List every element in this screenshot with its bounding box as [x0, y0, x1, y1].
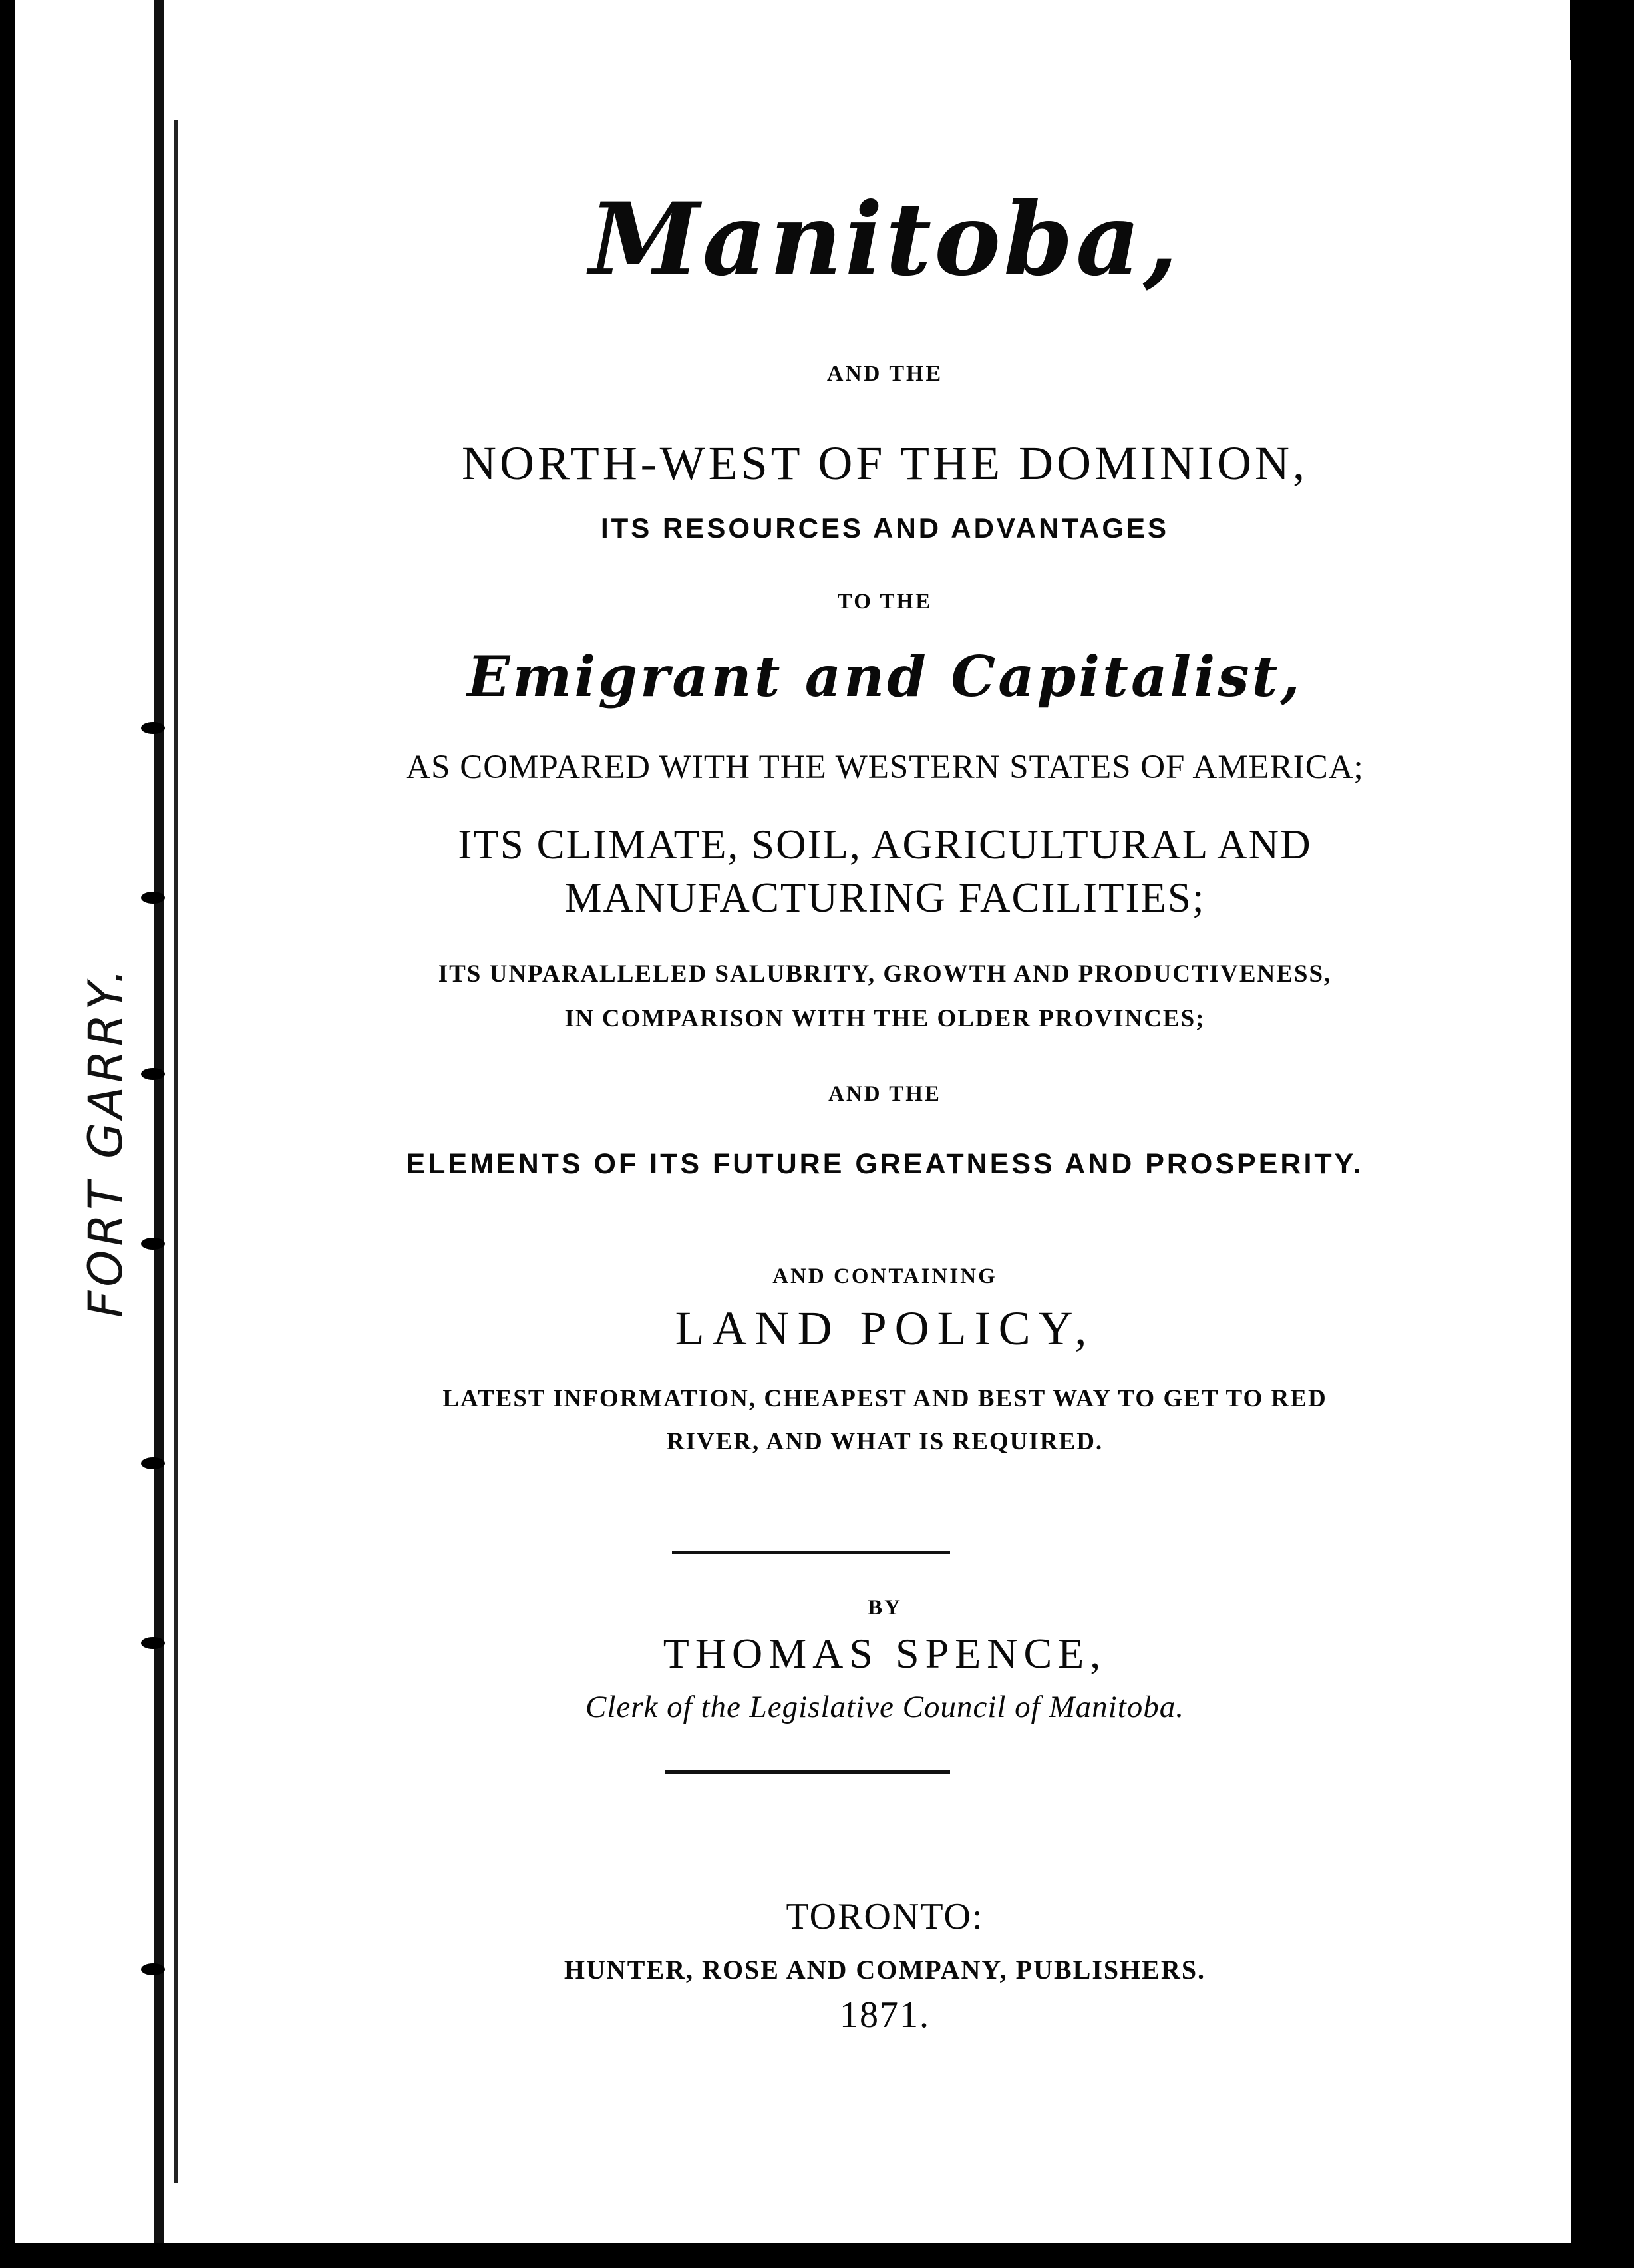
subtitle-climate-line-2: MANUFACTURING FACILITIES;	[564, 874, 1206, 921]
connector-text: AND CONTAINING	[772, 1264, 997, 1288]
subtitle-emigrant: Emigrant and Capitalist,	[467, 644, 1303, 709]
by-label: BY	[868, 1596, 902, 1620]
subtitle-climate-line-1: ITS CLIMATE, SOIL, AGRICULTURAL AND	[458, 821, 1312, 868]
binding-edge	[0, 0, 15, 2268]
stitch-mark	[141, 1457, 165, 1469]
subtitle-latest-line-1: LATEST INFORMATION, CHEAPEST AND BEST WAY TO GET TO RED	[442, 1385, 1327, 1412]
subtitle-land-policy: LAND POLICY,	[675, 1302, 1095, 1355]
subtitle-salubrity-line-1: ITS UNPARALLELED SALUBRITY, GROWTH AND PRODUCTIVENESS,	[438, 960, 1332, 988]
stitch-mark	[141, 1068, 165, 1080]
top-corner-shadow	[1570, 0, 1634, 60]
subtitle-elements: ELEMENTS OF ITS FUTURE GREATNESS AND PROSPERITY.	[406, 1148, 1364, 1180]
publication-city: TORONTO:	[786, 1896, 984, 1937]
subtitle-salubrity-line-2: IN COMPARISON WITH THE OLDER PROVINCES;	[564, 1005, 1206, 1032]
book-title: Manitoba,	[589, 181, 1181, 298]
stitch-mark	[141, 1963, 165, 1975]
subtitle-north-west: NORTH-WEST OF THE DOMINION,	[462, 437, 1308, 490]
publisher-name: HUNTER, ROSE AND COMPANY, PUBLISHERS.	[564, 1955, 1206, 1984]
author-name: THOMAS SPENCE,	[663, 1630, 1107, 1677]
binding-line	[154, 0, 164, 2268]
subtitle-latest-line-2: RIVER, AND WHAT IS REQUIRED.	[666, 1428, 1104, 1455]
publication-year: 1871.	[840, 1994, 930, 2036]
subtitle-compared: AS COMPARED WITH THE WESTERN STATES OF AMERICA;	[406, 749, 1364, 786]
handwritten-side-label: FORT GARRY.	[79, 964, 133, 1318]
author-position: Clerk of the Legislative Council of Manitoba.	[585, 1690, 1185, 1724]
stitch-mark	[141, 1637, 165, 1649]
stitch-mark	[141, 722, 165, 734]
right-page-edge	[1571, 53, 1634, 2268]
subtitle-resources: ITS RESOURCES AND ADVANTAGES	[600, 512, 1170, 544]
binding-thread	[174, 120, 178, 2183]
connector-text: AND THE	[828, 1082, 941, 1106]
stitch-mark	[141, 892, 165, 904]
imprint-block	[226, 0, 1544, 2268]
stitch-mark	[141, 1238, 165, 1250]
connector-text: TO THE	[837, 590, 933, 614]
connector-text: AND THE	[826, 361, 943, 386]
